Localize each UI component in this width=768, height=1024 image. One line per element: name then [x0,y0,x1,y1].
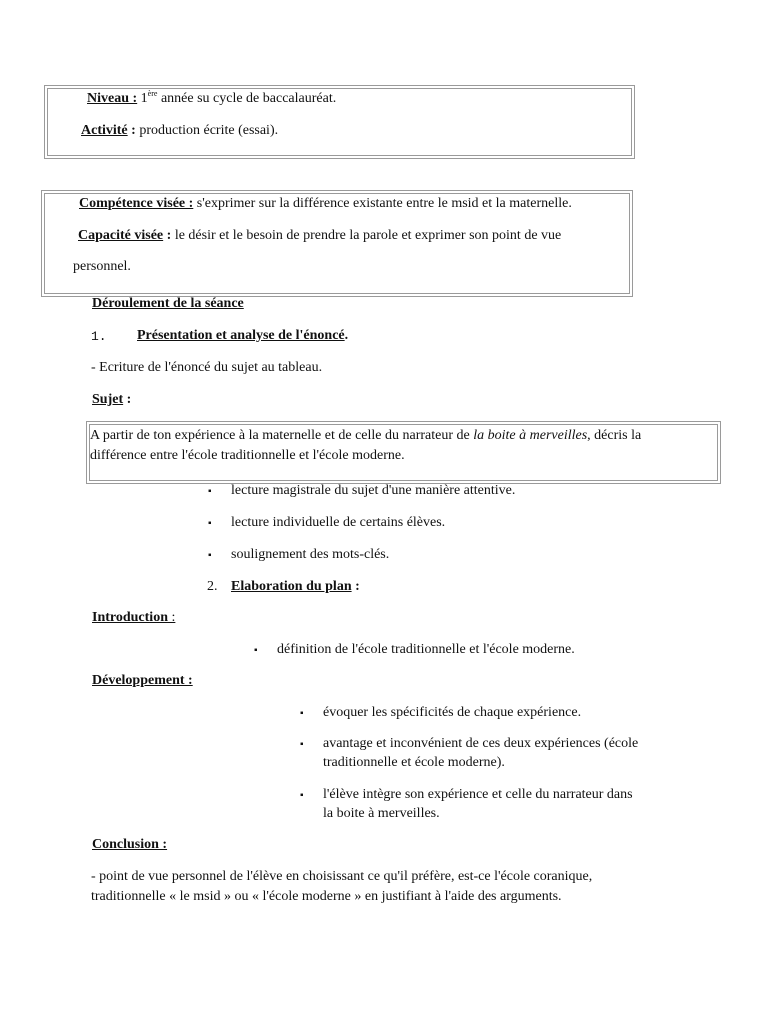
bullet-icon: ▪ [300,708,304,719]
bullet-icon: ▪ [254,645,258,656]
niveau-value: année su cycle de baccalauréat. [157,91,337,106]
introduction-bullet: définition de l'école traditionnelle et l'école moderne. [277,642,575,657]
bullet-icon: ▪ [208,518,212,529]
ecriture-line: - Ecriture de l'énoncé du sujet au tableau. [91,360,323,375]
activite-colon: : [127,123,136,138]
step2-heading [231,579,360,595]
bullet-icon: ▪ [208,550,212,561]
niveau-label: Niveau : [87,91,138,106]
sujet-colon: : [123,392,132,407]
step2-title: Elaboration du plan [231,579,352,594]
developpement-bullet-2-line2: traditionnelle et école moderne). [323,755,505,770]
introduction-label: Introduction [92,610,168,625]
step1-heading [137,328,348,344]
niveau-line [87,91,336,107]
developpement-bullet-1: évoquer les spécificités de chaque expérience. [323,705,582,720]
capacite-value: le désir et le besoin de prendre la parole et exprimer son point de vue [171,228,562,243]
introduction-heading [92,610,175,626]
activite-value: production écrite (essai). [135,123,279,138]
capacite-line [78,228,561,244]
sujet-text-line2: différence entre l'école traditionnelle et l'école moderne. [90,448,405,463]
deroulement-title: Déroulement de la séance [92,296,244,311]
sujet-line1-end: , décris la [587,428,642,443]
step1-period: . [344,328,349,343]
niveau-prefix: 1 [137,91,148,106]
conclusion-label: Conclusion : [92,837,168,852]
bullet-icon: ▪ [208,486,212,497]
activite-line [81,123,278,139]
developpement-bullet-3-line1: l'élève intègre son expérience et celle du narrateur dans [323,787,633,802]
reading-bullet-3: soulignement des mots-clés. [231,547,390,562]
reading-bullet-1: lecture magistrale du sujet d'une manière attentive. [231,483,516,498]
conclusion-line1: - point de vue personnel de l'élève en choisissant ce qu'il préfère, est-ce l'école coranique, [91,869,593,884]
bullet-icon: ▪ [300,790,304,801]
step1-number: 1. [91,329,107,344]
developpement-bullet-3-line2: la boite à merveilles. [323,806,440,821]
sujet-line1-start: A partir de ton expérience à la maternelle et de celle du narrateur de [90,428,474,443]
niveau-sup: ère [147,89,158,98]
reading-bullet-2: lecture individuelle de certains élèves. [231,515,446,530]
bullet-icon: ▪ [300,739,304,750]
sujet-book-title: la boite à merveilles [473,428,588,443]
step2-colon: : [351,579,360,594]
sujet-heading [92,392,131,408]
developpement-label: Développement : [92,673,193,688]
conclusion-line2: traditionnelle « le msid » ou « l'école moderne » en justifiant à l'aide des arguments. [91,889,562,904]
competence-label: Compétence visée : [79,196,194,211]
sujet-label: Sujet [92,392,124,407]
activite-label: Activité [81,123,128,138]
competence-value: s'exprimer sur la différence existante entre le msid et la maternelle. [193,196,572,211]
capacite-continuation: personnel. [73,259,131,274]
sujet-text-line1 [90,428,641,444]
developpement-bullet-2-line1: avantage et inconvénient de ces deux expériences (école [323,736,639,751]
introduction-colon: : [167,610,176,625]
capacite-label: Capacité visée [78,228,164,243]
step1-title: Présentation et analyse de l'énoncé [137,328,345,343]
step2-number: 2. [207,579,218,594]
capacite-colon: : [163,228,172,243]
competence-line [79,196,572,212]
